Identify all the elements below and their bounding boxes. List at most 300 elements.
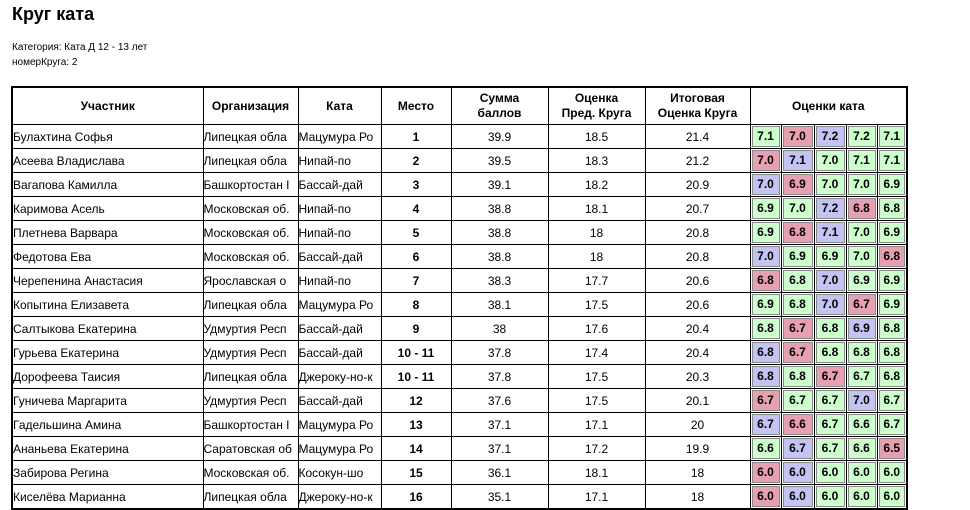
judge-score-value: 7.0 <box>848 174 876 195</box>
judge-score-cell <box>781 317 814 341</box>
organization-cell: Башкортостан I <box>203 173 298 197</box>
judge-score-value: 6.8 <box>752 318 780 339</box>
judge-score-cell <box>781 173 814 197</box>
judge-score-cell <box>814 269 846 293</box>
judge-score-value: 7.0 <box>816 294 845 315</box>
total-cell: 21.2 <box>645 149 750 173</box>
judge-score-value: 6.9 <box>879 222 906 243</box>
prev-round-cell: 17.1 <box>548 485 645 510</box>
judge-score-cell <box>846 269 877 293</box>
sum-cell: 39.9 <box>451 125 548 149</box>
judge-score-cell <box>877 293 907 317</box>
table-row <box>12 461 907 485</box>
judge-score-value: 7.0 <box>848 246 876 267</box>
place-cell: 16 <box>381 485 451 510</box>
judge-score-cell <box>781 485 814 510</box>
judge-score-value: 6.7 <box>816 390 845 411</box>
judge-score-cell <box>846 437 877 461</box>
judge-score-value: 6.7 <box>783 318 813 339</box>
judge-score-value: 6.9 <box>752 198 780 219</box>
place-cell: 3 <box>381 173 451 197</box>
judge-score-cell <box>750 293 781 317</box>
judge-score-cell <box>750 365 781 389</box>
results-body <box>12 125 907 510</box>
judge-score-cell <box>877 149 907 173</box>
judge-score-value: 6.0 <box>816 462 845 483</box>
judge-score-cell <box>846 365 877 389</box>
page-title: Круг ката <box>12 4 95 24</box>
organization-cell: Липецкая обла <box>203 125 298 149</box>
participant-name-cell: Ананьева Екатерина <box>12 437 203 461</box>
judge-score-value: 6.7 <box>816 438 845 459</box>
judge-score-cell <box>846 389 877 413</box>
judge-score-value: 7.0 <box>816 270 845 291</box>
kata-cell: Бассай-дай <box>298 317 381 341</box>
judge-score-value: 7.0 <box>848 222 876 243</box>
judge-score-value: 7.0 <box>752 246 780 267</box>
participant-name-cell: Плетнева Варвара <box>12 221 203 245</box>
table-row <box>12 389 907 413</box>
judge-score-cell <box>750 317 781 341</box>
judge-score-cell <box>814 125 846 149</box>
judge-score-value: 6.0 <box>879 462 906 483</box>
judge-score-cell <box>877 341 907 365</box>
participant-name-cell: Киселёва Марианна <box>12 485 203 510</box>
place-cell: 8 <box>381 293 451 317</box>
judge-score-cell <box>781 221 814 245</box>
total-cell: 20.3 <box>645 365 750 389</box>
kata-cell: Нипай-по <box>298 269 381 293</box>
judge-score-cell <box>814 221 846 245</box>
judge-score-cell <box>814 317 846 341</box>
total-cell: 20.4 <box>645 341 750 365</box>
judge-score-value: 6.0 <box>879 486 906 507</box>
judge-score-value: 6.9 <box>752 222 780 243</box>
place-cell: 2 <box>381 149 451 173</box>
header-scores: Оценки ката <box>750 87 907 125</box>
judge-score-cell <box>814 365 846 389</box>
prev-round-cell: 17.5 <box>548 389 645 413</box>
table-row <box>12 125 907 149</box>
judge-score-value: 7.2 <box>816 198 845 219</box>
table-row <box>12 341 907 365</box>
judge-score-value: 6.7 <box>816 414 845 435</box>
total-cell: 18 <box>645 461 750 485</box>
organization-cell: Удмуртия Респ <box>203 389 298 413</box>
participant-name-cell: Асеева Владислава <box>12 149 203 173</box>
sum-cell: 39.5 <box>451 149 548 173</box>
judge-score-value: 6.7 <box>783 390 813 411</box>
judge-score-value: 7.0 <box>848 390 876 411</box>
header-organization: Организация <box>203 87 298 125</box>
judge-score-value: 6.5 <box>879 438 906 459</box>
place-cell: 10 - 11 <box>381 341 451 365</box>
table-row <box>12 413 907 437</box>
total-cell: 20.8 <box>645 245 750 269</box>
judge-score-value: 6.9 <box>752 294 780 315</box>
judge-score-cell <box>846 461 877 485</box>
header-kata: Ката <box>298 87 381 125</box>
round-line: номерКруга: 2 <box>12 57 78 68</box>
judge-score-value: 6.8 <box>752 366 780 387</box>
prev-round-cell: 17.5 <box>548 293 645 317</box>
kata-cell: Джероку-но-к <box>298 485 381 510</box>
organization-cell: Липецкая обла <box>203 293 298 317</box>
judge-score-cell <box>877 365 907 389</box>
judge-score-cell <box>781 365 814 389</box>
participant-name-cell: Вагапова Камилла <box>12 173 203 197</box>
judge-score-cell <box>814 389 846 413</box>
kata-cell: Нипай-по <box>298 221 381 245</box>
judge-score-cell <box>877 437 907 461</box>
participant-name-cell: Дорофеева Таисия <box>12 365 203 389</box>
header-total-line1: Итоговая <box>670 91 725 105</box>
prev-round-cell: 18.5 <box>548 125 645 149</box>
judge-score-value: 6.8 <box>879 318 906 339</box>
organization-cell: Липецкая обла <box>203 149 298 173</box>
judge-score-value: 7.0 <box>816 150 845 171</box>
judge-score-cell <box>877 245 907 269</box>
judge-score-cell <box>814 437 846 461</box>
judge-score-cell <box>846 245 877 269</box>
header-prev-line2: Пред. Круга <box>561 106 632 120</box>
organization-cell: Московская об. <box>203 197 298 221</box>
organization-cell: Московская об. <box>203 221 298 245</box>
judge-score-value: 6.9 <box>783 246 813 267</box>
sum-cell: 38.3 <box>451 269 548 293</box>
table-row <box>12 149 907 173</box>
kata-cell: Нипай-по <box>298 197 381 221</box>
participant-name-cell: Гурьева Екатерина <box>12 341 203 365</box>
judge-score-value: 6.7 <box>816 366 845 387</box>
judge-score-cell <box>846 317 877 341</box>
judge-score-cell <box>750 269 781 293</box>
total-cell: 20.9 <box>645 173 750 197</box>
kata-cell: Бассай-дай <box>298 389 381 413</box>
total-cell: 20 <box>645 413 750 437</box>
prev-round-cell: 17.4 <box>548 341 645 365</box>
kata-cell: Мацумура Ро <box>298 125 381 149</box>
judge-score-cell <box>750 485 781 510</box>
participant-name-cell: Салтыкова Екатерина <box>12 317 203 341</box>
judge-score-cell <box>877 197 907 221</box>
place-cell: 10 - 11 <box>381 365 451 389</box>
judge-score-value: 7.0 <box>783 198 813 219</box>
judge-score-cell <box>846 413 877 437</box>
sum-cell: 37.6 <box>451 389 548 413</box>
judge-score-value: 7.0 <box>816 174 845 195</box>
judge-score-value: 6.7 <box>783 342 813 363</box>
total-cell: 20.7 <box>645 197 750 221</box>
judge-score-value: 6.0 <box>752 486 780 507</box>
judge-score-value: 6.8 <box>816 318 845 339</box>
kata-cell: Бассай-дай <box>298 341 381 365</box>
judge-score-value: 6.0 <box>752 462 780 483</box>
table-row <box>12 173 907 197</box>
organization-cell: Липецкая обла <box>203 485 298 510</box>
place-cell: 15 <box>381 461 451 485</box>
place-cell: 6 <box>381 245 451 269</box>
judge-score-value: 6.7 <box>879 390 906 411</box>
total-cell: 20.6 <box>645 269 750 293</box>
kata-cell: Косокун-шо <box>298 461 381 485</box>
judge-score-value: 6.7 <box>752 414 780 435</box>
judge-score-cell <box>781 461 814 485</box>
participant-name-cell: Каримова Асель <box>12 197 203 221</box>
judge-score-cell <box>814 461 846 485</box>
table-row <box>12 269 907 293</box>
judge-score-cell <box>750 437 781 461</box>
sum-cell: 37.1 <box>451 413 548 437</box>
judge-score-value: 6.9 <box>879 294 906 315</box>
prev-round-cell: 17.7 <box>548 269 645 293</box>
judge-score-cell <box>846 221 877 245</box>
judge-score-cell <box>814 341 846 365</box>
judge-score-cell <box>750 221 781 245</box>
judge-score-value: 6.0 <box>816 486 845 507</box>
total-cell: 20.6 <box>645 293 750 317</box>
prev-round-cell: 18 <box>548 221 645 245</box>
participant-name-cell: Черепенина Анастасия <box>12 269 203 293</box>
table-row <box>12 245 907 269</box>
total-cell: 20.1 <box>645 389 750 413</box>
prev-round-cell: 18.1 <box>548 197 645 221</box>
table-row <box>12 221 907 245</box>
place-cell: 12 <box>381 389 451 413</box>
judge-score-value: 7.2 <box>848 126 876 147</box>
judge-score-cell <box>750 389 781 413</box>
header-sum-line2: баллов <box>477 106 522 120</box>
judge-score-value: 6.9 <box>879 270 906 291</box>
organization-cell: Саратовская об <box>203 437 298 461</box>
judge-score-cell <box>781 245 814 269</box>
judge-score-cell <box>781 389 814 413</box>
organization-cell: Ярославская о <box>203 269 298 293</box>
prev-round-cell: 18.3 <box>548 149 645 173</box>
judge-score-cell <box>750 125 781 149</box>
place-cell: 4 <box>381 197 451 221</box>
judge-score-value: 6.8 <box>879 246 906 267</box>
judge-score-cell <box>877 317 907 341</box>
participant-name-cell: Гуничева Маргарита <box>12 389 203 413</box>
total-cell: 20.4 <box>645 317 750 341</box>
table-row <box>12 365 907 389</box>
judge-score-value: 7.1 <box>816 222 845 243</box>
total-cell: 19.9 <box>645 437 750 461</box>
judge-score-cell <box>814 197 846 221</box>
prev-round-cell: 18.1 <box>548 461 645 485</box>
judge-score-value: 6.8 <box>752 270 780 291</box>
sum-cell: 39.1 <box>451 173 548 197</box>
judge-score-value: 6.9 <box>816 246 845 267</box>
judge-score-cell <box>750 341 781 365</box>
judge-score-value: 6.0 <box>848 486 876 507</box>
sum-cell: 37.1 <box>451 437 548 461</box>
sum-cell: 38.8 <box>451 245 548 269</box>
judge-score-value: 6.0 <box>783 462 813 483</box>
judge-score-cell <box>750 413 781 437</box>
participant-name-cell: Федотова Ева <box>12 245 203 269</box>
sum-cell: 38 <box>451 317 548 341</box>
sum-cell: 38.8 <box>451 221 548 245</box>
judge-score-value: 6.8 <box>879 198 906 219</box>
table-row <box>12 437 907 461</box>
participant-name-cell: Забирова Регина <box>12 461 203 485</box>
judge-score-value: 6.9 <box>783 174 813 195</box>
kata-cell: Бассай-дай <box>298 245 381 269</box>
judge-score-cell <box>846 293 877 317</box>
judge-score-cell <box>877 221 907 245</box>
judge-score-value: 6.6 <box>848 438 876 459</box>
judge-score-cell <box>750 461 781 485</box>
organization-cell: Удмуртия Респ <box>203 317 298 341</box>
judge-score-value: 7.1 <box>879 126 906 147</box>
judge-score-cell <box>877 269 907 293</box>
judge-score-value: 6.7 <box>752 390 780 411</box>
judge-score-value: 6.0 <box>848 462 876 483</box>
judge-score-cell <box>846 149 877 173</box>
judge-score-cell <box>781 197 814 221</box>
organization-cell: Удмуртия Респ <box>203 341 298 365</box>
judge-score-cell <box>814 413 846 437</box>
judge-score-cell <box>781 293 814 317</box>
sum-cell: 38.1 <box>451 293 548 317</box>
prev-round-cell: 18 <box>548 245 645 269</box>
judge-score-cell <box>781 269 814 293</box>
judge-score-value: 7.0 <box>752 174 780 195</box>
judge-score-cell <box>750 245 781 269</box>
header-sum-line1: Сумма <box>479 91 520 105</box>
judge-score-value: 6.9 <box>848 270 876 291</box>
place-cell: 9 <box>381 317 451 341</box>
kata-cell: Мацумура Ро <box>298 293 381 317</box>
judge-score-value: 6.7 <box>783 438 813 459</box>
prev-round-cell: 18.2 <box>548 173 645 197</box>
judge-score-cell <box>814 245 846 269</box>
judge-score-cell <box>877 461 907 485</box>
judge-score-value: 6.8 <box>848 198 876 219</box>
place-cell: 14 <box>381 437 451 461</box>
judge-score-value: 7.2 <box>816 126 845 147</box>
judge-score-value: 6.8 <box>783 270 813 291</box>
organization-cell: Московская об. <box>203 461 298 485</box>
judge-score-cell <box>781 413 814 437</box>
place-cell: 13 <box>381 413 451 437</box>
judge-score-value: 7.1 <box>848 150 876 171</box>
sum-cell: 35.1 <box>451 485 548 510</box>
judge-score-cell <box>877 173 907 197</box>
organization-cell: Липецкая обла <box>203 365 298 389</box>
judge-score-value: 7.0 <box>752 150 780 171</box>
kata-cell: Мацумура Ро <box>298 437 381 461</box>
judge-score-value: 6.8 <box>783 294 813 315</box>
header-total-line2: Оценка Круга <box>657 106 738 120</box>
judge-score-cell <box>781 437 814 461</box>
judge-score-value: 6.6 <box>752 438 780 459</box>
judge-score-value: 7.1 <box>879 150 906 171</box>
kata-cell: Нипай-по <box>298 149 381 173</box>
judge-score-cell <box>814 149 846 173</box>
judge-score-cell <box>750 173 781 197</box>
judge-score-value: 6.8 <box>879 342 906 363</box>
judge-score-cell <box>814 173 846 197</box>
judge-score-cell <box>877 125 907 149</box>
judge-score-value: 6.7 <box>848 294 876 315</box>
total-cell: 21.4 <box>645 125 750 149</box>
judge-score-cell <box>781 341 814 365</box>
judge-score-cell <box>877 485 907 510</box>
table-row <box>12 317 907 341</box>
judge-score-cell <box>750 149 781 173</box>
judge-score-value: 6.8 <box>752 342 780 363</box>
judge-score-value: 7.0 <box>783 126 813 147</box>
total-cell: 18 <box>645 485 750 510</box>
sum-cell: 37.8 <box>451 365 548 389</box>
kata-cell: Мацумура Ро <box>298 413 381 437</box>
judge-score-value: 6.6 <box>783 414 813 435</box>
participant-name-cell: Булахтина Софья <box>12 125 203 149</box>
judge-score-value: 6.9 <box>848 318 876 339</box>
judge-score-value: 6.0 <box>783 486 813 507</box>
prev-round-cell: 17.2 <box>548 437 645 461</box>
judge-score-cell <box>846 341 877 365</box>
judge-score-value: 7.1 <box>783 150 813 171</box>
judge-score-cell <box>781 149 814 173</box>
sum-cell: 36.1 <box>451 461 548 485</box>
place-cell: 5 <box>381 221 451 245</box>
judge-score-cell <box>877 389 907 413</box>
judge-score-cell <box>781 125 814 149</box>
judge-score-cell <box>877 413 907 437</box>
kata-cell: Бассай-дай <box>298 173 381 197</box>
judge-score-cell <box>750 197 781 221</box>
header-prev-round <box>548 87 645 125</box>
prev-round-cell: 17.1 <box>548 413 645 437</box>
prev-round-cell: 17.6 <box>548 317 645 341</box>
judge-score-cell <box>846 197 877 221</box>
sum-cell: 37.8 <box>451 341 548 365</box>
judge-score-cell <box>814 293 846 317</box>
header-participant: Участник <box>12 87 203 125</box>
place-cell: 1 <box>381 125 451 149</box>
judge-score-value: 6.8 <box>816 342 845 363</box>
judge-score-value: 6.7 <box>879 414 906 435</box>
judge-score-cell <box>814 485 846 510</box>
header-total <box>645 87 750 125</box>
judge-score-cell <box>846 485 877 510</box>
sum-cell: 38.8 <box>451 197 548 221</box>
header-prev-line1: Оценка <box>574 91 619 105</box>
judge-score-value: 6.9 <box>879 174 906 195</box>
prev-round-cell: 17.5 <box>548 365 645 389</box>
judge-score-value: 6.7 <box>848 366 876 387</box>
table-row <box>12 485 907 510</box>
results-table <box>11 86 908 510</box>
judge-score-value: 6.8 <box>783 366 813 387</box>
judge-score-value: 6.6 <box>848 414 876 435</box>
participant-name-cell: Копытина Елизавета <box>12 293 203 317</box>
place-cell: 7 <box>381 269 451 293</box>
organization-cell: Московская об. <box>203 245 298 269</box>
header-row <box>12 87 907 125</box>
table-row <box>12 293 907 317</box>
judge-score-cell <box>846 173 877 197</box>
judge-score-value: 6.8 <box>783 222 813 243</box>
category-line: Категория: Ката Д 12 - 13 лет <box>12 42 148 53</box>
judge-score-value: 6.8 <box>848 342 876 363</box>
header-place: Место <box>381 87 451 125</box>
participant-name-cell: Гадельшина Амина <box>12 413 203 437</box>
